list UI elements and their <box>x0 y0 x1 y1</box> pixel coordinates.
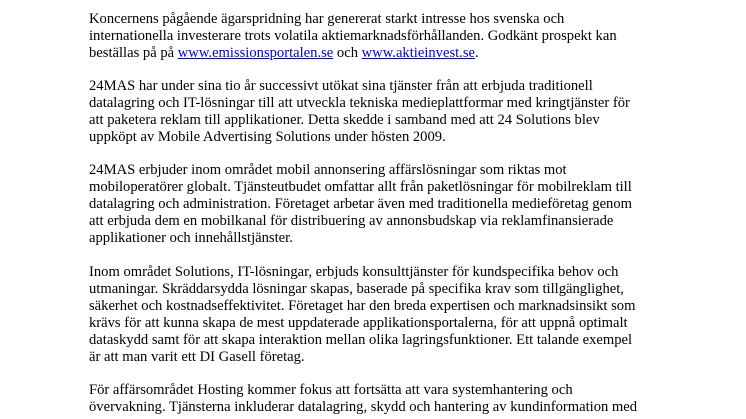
text-line: datalagring och IT-lösningar till att utveckla tekniska medieplattformar med kringtjänster för <box>89 95 630 112</box>
text-line: För affärsområdet Hosting kommer fokus att fortsätta att vara systemhantering och <box>89 382 573 398</box>
text-line: datalagring och administration. Företaget arbetar även med traditionella medieföretag genom <box>89 196 633 213</box>
paragraph-history <box>89 78 689 146</box>
paragraph-ownership <box>89 11 689 62</box>
text-line: dataskydd samt för att skapa interaktion mellan olika lagringsfunktioner. Ett talande exempel <box>89 332 633 349</box>
text-line: säkerhet och kostnadseffektivitet. Företaget har den breda expertisen och marknadsinsikt som <box>89 298 636 315</box>
paragraph-mobile-advertising <box>89 162 689 247</box>
paragraph-solutions <box>89 264 689 367</box>
text-line: internationella investerare trots volatila aktiemarknadsförhållanden. Godkänt prospekt kan <box>89 28 617 45</box>
text-fragment: beställas på på <box>89 45 178 62</box>
text-fragment: och <box>333 45 362 62</box>
text-line: är att man varit ett DI Gasell företag. <box>89 349 305 366</box>
text-line: 24MAS erbjuder inom området mobil annonsering affärslösningar som riktas mot <box>89 162 567 178</box>
text-fragment: . <box>474 45 479 62</box>
text-line: mobiloperatörer globalt. Tjänsteutbudet omfattar allt från paketlösningar för mobilreklam till <box>89 179 632 196</box>
text-line: att erbjuda dem en mobilkanal för distribuering av annonsbudskap via reklamfinansierade <box>89 213 614 230</box>
text-line: Inom området Solutions, IT-lösningar, erbjuds konsulttjänster för kundspecifika behov och <box>89 264 619 280</box>
text-line: att paketera reklam till applikationer. Detta skedde i samband med att 24 Solutions blev <box>89 112 600 129</box>
paragraph-hosting <box>89 382 689 416</box>
text-line: applikationer och innehållstjänster. <box>89 230 293 247</box>
text-line-with-links <box>89 45 689 62</box>
emissionsportalen-link[interactable]: www.emissionsportalen.se <box>177 45 334 62</box>
text-line: Koncernens pågående ägarspridning har genererat starkt intresse hos svenska och <box>89 11 565 27</box>
text-line: övervakning. Tjänsterna inkluderar datalagring, skydd och hantering av kundinformation med <box>89 399 638 416</box>
text-line: 24MAS har under sina tio år successivt utökat sina tjänster från att erbjuda traditionell <box>89 78 593 94</box>
text-line: utmaningar. Skräddarsydda lösningar skapas, baserade på specifika krav som tillgänglighet, <box>89 281 624 298</box>
text-line: uppköpt av Mobile Advertising Solutions under hösten 2009. <box>89 129 446 146</box>
aktieinvest-link[interactable]: www.aktieinvest.se <box>361 45 475 62</box>
text-line: krävs för att kunna skapa de mest uppdaterade applikationsportalerna, för att uppnå optimalt <box>89 315 628 332</box>
